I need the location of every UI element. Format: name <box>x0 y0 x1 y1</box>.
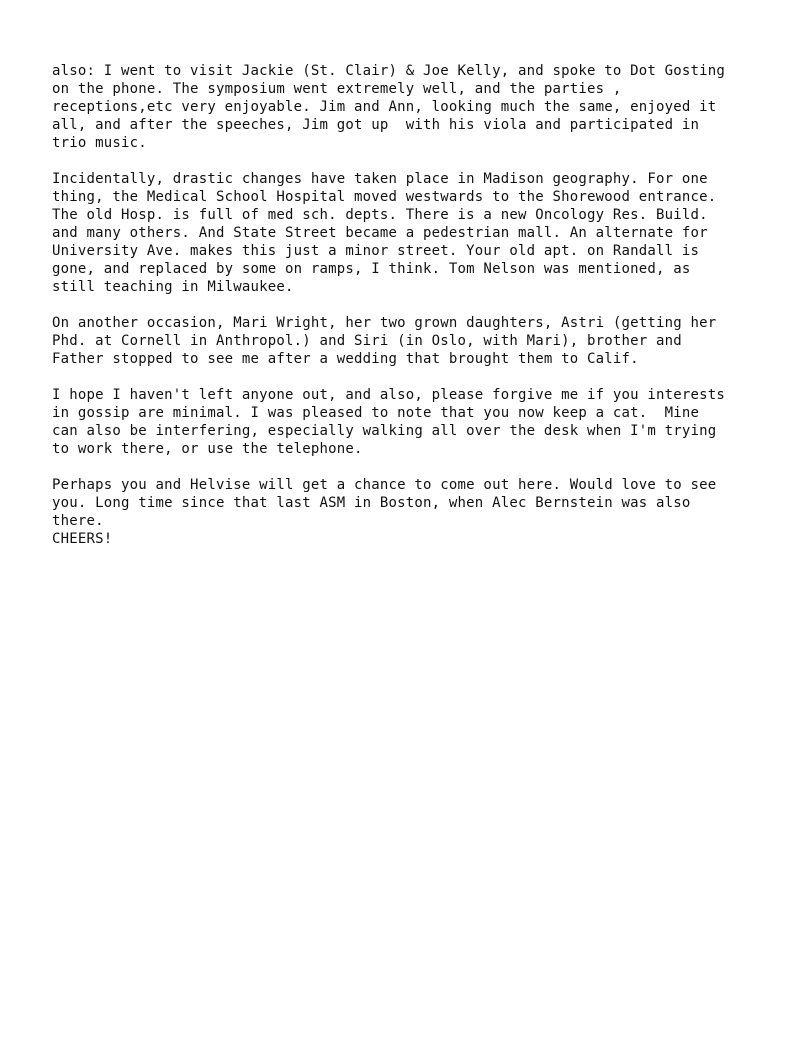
text-line: Father stopped to see me after a wedding that brought them to Calif. <box>52 351 639 367</box>
text-line: and many others. And State Street became a pedestrian mall. An alternate for <box>52 225 708 241</box>
text-line: all, and after the speeches, Jim got up with his viola and participated in <box>52 117 700 133</box>
letter-body <box>52 62 772 548</box>
paragraph-gossip <box>52 386 772 458</box>
text-line: Phd. at Cornell in Anthropol.) and Siri (in Oslo, with Mari), brother and <box>52 333 682 349</box>
paragraph-closing <box>52 476 772 548</box>
text-line: in gossip are minimal. I was pleased to note that you now keep a cat. Mine <box>52 405 700 421</box>
text-line: Perhaps you and Helvise will get a chance to come out here. Would love to see <box>52 477 717 493</box>
text-line: gone, and replaced by some on ramps, I think. Tom Nelson was mentioned, as <box>52 261 691 277</box>
text-line: to work there, or use the telephone. <box>52 441 363 457</box>
paragraph-madison <box>52 170 772 296</box>
text-line: I hope I haven't left anyone out, and also, please forgive me if you interests <box>52 387 726 403</box>
paragraph-occasion <box>52 314 772 368</box>
text-line: also: I went to visit Jackie (St. Clair) & Joe Kelly, and spoke to Dot Gosting <box>52 63 726 79</box>
text-line: can also be interfering, especially walking all over the desk when I'm trying <box>52 423 717 439</box>
text-line: you. Long time since that last ASM in Boston, when Alec Bernstein was also <box>52 495 691 511</box>
text-line: The old Hosp. is full of med sch. depts. There is a new Oncology Res. Build. <box>52 207 708 223</box>
text-line: receptions,etc very enjoyable. Jim and Ann, looking much the same, enjoyed it <box>52 99 717 115</box>
text-line: On another occasion, Mari Wright, her two grown daughters, Astri (getting her <box>52 315 717 331</box>
text-line: trio music. <box>52 135 147 151</box>
text-line: still teaching in Milwaukee. <box>52 279 294 295</box>
text-line: there. <box>52 513 104 529</box>
text-line: University Ave. makes this just a minor street. Your old apt. on Randall is <box>52 243 700 259</box>
sign-off: CHEERS! <box>52 531 113 547</box>
text-line: Incidentally, drastic changes have taken place in Madison geography. For one <box>52 171 708 187</box>
paragraph-visit <box>52 62 772 152</box>
text-line: thing, the Medical School Hospital moved westwards to the Shorewood entrance. <box>52 189 717 205</box>
text-line: on the phone. The symposium went extremely well, and the parties , <box>52 81 622 97</box>
